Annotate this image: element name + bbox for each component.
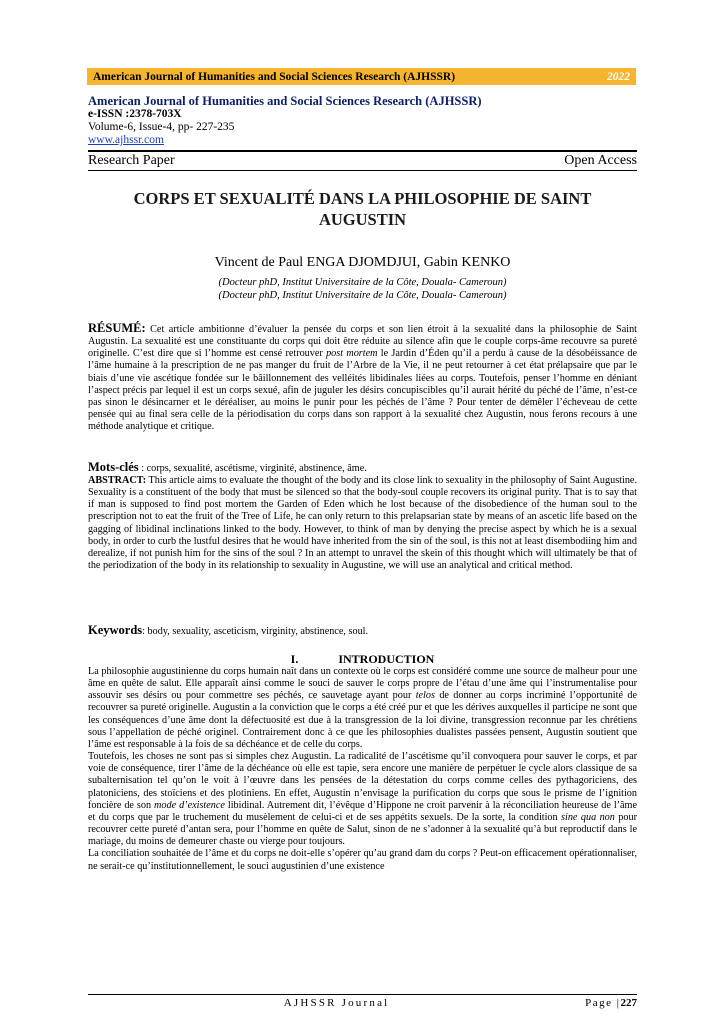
banner-journal-name: American Journal of Humanities and Social Sciences Research (AJHSSR) <box>93 70 456 83</box>
page-footer <box>88 994 637 1011</box>
intro-paragraph-3: La conciliation souhaitée de l’âme et du corps ne doit-elle s’opérer qu’au grand dam du corps ? Peut-on efficacement opérationnaliser, ne serait-ce qu’institutionnellement, le souci augustinien d’une existence <box>88 848 637 872</box>
issn: e-ISSN :2378-703X <box>88 108 182 120</box>
footer-journal: AJHSSR Journal <box>283 997 390 1009</box>
abstract-text: This article aims to evaluate the thought of the body and its close link to sexuality in the philosophy of Saint Augustine. Sexuality is a constituent of the body that must be silenced so that the body-soul couple recovers its original purity. That is to say that if man is supposed to find post mortem the Garden of Eden which he lost because of the disobedience of the human soul to the prescription not to eat the fruit of the Tree of Life, he can only return to this prelapsarian state by means of an ascetic life based on the gagging of libidinal inclinations linked to the body. However, to think of man by denying the precise aspect by which he is a sexual body, in order to curb the lustful desires that he would have inherited from the sin of the soul, is this not at least disembodiing him and derealize, if not punish him for the sins of the soul ? In an attempt to unravel the skein of this thought which will ultimately be that of the periodization of the body in its relationship to sexuality in Augustine, we will use an analytical and critical method. <box>88 475 637 572</box>
intro-paragraph-1 <box>88 666 637 751</box>
section-title: INTRODUCTION <box>338 652 435 666</box>
footer-page-label: Page | <box>585 997 621 1009</box>
intro-p1-a: La philosophie augustinienne du corps humain naît dans un contexte où le corps est considéré comme une source de malheur pour une âme en quête de salut. Elle apparaît ainsi comme le souci de sauver le corps propre de l’étau d’une âme qui l’instrumentalise pour assouvir ses désirs ou pour commettre ses péchés, ce sauvetage ayant pour <box>88 666 637 702</box>
title-line-1: CORPS ET SEXUALITÉ DANS LA PHILOSOPHIE DE SAINT <box>133 189 592 208</box>
banner-year: 2022 <box>607 70 630 83</box>
intro-p2-b: libidinal. Autrement dit, l’évêque d’Hippone ne croit parvenir à la réconciliation heureuse de l’âme et du corps que par le truchement du musèlement de celui-ci et de ses appétits sexuels. De la sorte, la condition <box>88 799 638 823</box>
resume-italic: post mortem <box>326 348 378 360</box>
mots-cles-label: Mots-clés <box>88 460 139 474</box>
intro-p2-c: pour recouvrer cette pureté d’antan sera, pour l’homme en quête de Salut, sinon de ne s’adonner à la sexualité qu’à but reproductif dans le mariage, du moins de demeurer chaste ou vierge pour toujours. <box>88 811 637 848</box>
section-number: I. <box>290 652 299 666</box>
resume-paragraph <box>88 322 637 433</box>
resume-text-a: Cet article ambitionne d’évaluer la pensée du corps et son lien étroit à la sexualité dans la philosophie de Saint Augustin. La sexualité est une constituante du corps qui doit être réduite au silence afin que le couple corps-âme recouvre sa pureté originelle. C’est dire que si l’homme est censé retrouver <box>88 324 637 360</box>
resume-label: RÉSUMÉ: <box>88 321 146 335</box>
affiliation-2: (Docteur phD, Institut Universitaire de la Côte, Douala- Cameroun) <box>218 290 507 301</box>
keywords-label: Keywords <box>88 623 143 637</box>
keywords-text: : body, sexuality, asceticism, virginity, abstinence, soul. <box>142 626 369 637</box>
section-heading <box>88 652 637 667</box>
resume-text-b: le Jardin d’Éden qu’il a perdu à cause de la désobéissance de l’âme humaine à la prescription de ne pas manger du fruit de l’Arbre de la Vie, il ne peut retourner à cet état prélapsaire que par le biais d’une vie ascétique fondée sur le bâillonnement des velléités libidinales liées au corps. Toutefois, penser l’homme en déniant l’aspect précis par lequel il est un corps sexué, afin de juguler les désirs concupiscibles qu’il aurait hérité du péché de l’âme, n’est-ce pas sinon le désincarner et le déréaliser, au moins le punir pour les péchés de l’âme ? Pour tenter de démêler l’écheveau de cette pensée qui au final sera celle de la périodisation du corps dans son rapport à la sexualité chez Augustin, nous ferons recours à une méthode analytique et critique. <box>88 348 637 433</box>
volume-info: Volume-6, Issue-4, pp- 227-235 <box>88 121 235 133</box>
access-type: Open Access <box>564 153 637 168</box>
intro-p2-italic-1: mode d’existence <box>154 799 225 811</box>
journal-banner <box>87 68 636 85</box>
intro-p2-a: Toutefois, les choses ne sont pas si simples chez Augustin. La radicalité de l’ascétisme qu’il convoquera pour sauver le corps, et par voie de conséquence, tirer l’âme de la déchéance où elle est tapie, sera encore une manière de perpétuer le cycle alors classique de sa subalternisation tel qu’on le voit à l’œuvre dans les pensées de la détestation du corps comme celles des pythagoriciens, des platoniciens, des stoïciens et des plotiniens. En effet, Augustin n’envisage la purification du corps que sous le prisme de l’ignition foncière de son <box>88 751 637 811</box>
footer-page-number: 227 <box>620 997 637 1009</box>
intro-p1-italic: telos <box>415 690 435 702</box>
paper-title <box>88 188 637 230</box>
footer-page <box>585 997 637 1009</box>
intro-p2-italic-2: sine qua non <box>561 811 615 823</box>
paper-type: Research Paper <box>88 153 175 168</box>
intro-paragraph-2 <box>88 751 637 848</box>
abstract-paragraph <box>88 475 637 572</box>
keywords <box>88 624 637 638</box>
authors: Vincent de Paul ENGA DJOMDJUI, Gabin KENKO <box>214 255 511 270</box>
mots-cles <box>88 461 637 475</box>
mots-cles-text: : corps, sexualité, ascétisme, virginité, abstinence, âme. <box>138 463 367 474</box>
abstract-label: ABSTRACT: <box>88 475 147 486</box>
introduction-body <box>88 666 637 873</box>
paper-type-bar <box>88 150 637 171</box>
title-line-2: AUGUSTIN <box>318 210 407 229</box>
affiliation-1: (Docteur phD, Institut Universitaire de la Côte, Douala- Cameroun) <box>218 277 507 288</box>
intro-p1-b: de donner au corps incriminé l’opportunité de recouvrer sa pureté originelle. Augustin a la conviction que le corps a été créé pur et que les dérives auxquelles il participe ne sont que les conséquences d’une âme dont la défectuosité est due à la transgression de la loi divine, transgression reconnue par les chrétiens sous l’appellation de péché originel. Contrairement donc à ce que les philosophies dualistes passées pensent, Augustin soutient que l’âme est responsable à la fois de sa déchéance et de celle du corps. <box>88 690 637 750</box>
journal-name: American Journal of Humanities and Social Sciences Research (AJHSSR) <box>88 94 482 108</box>
website-link[interactable]: www.ajhssr.com <box>88 134 164 146</box>
